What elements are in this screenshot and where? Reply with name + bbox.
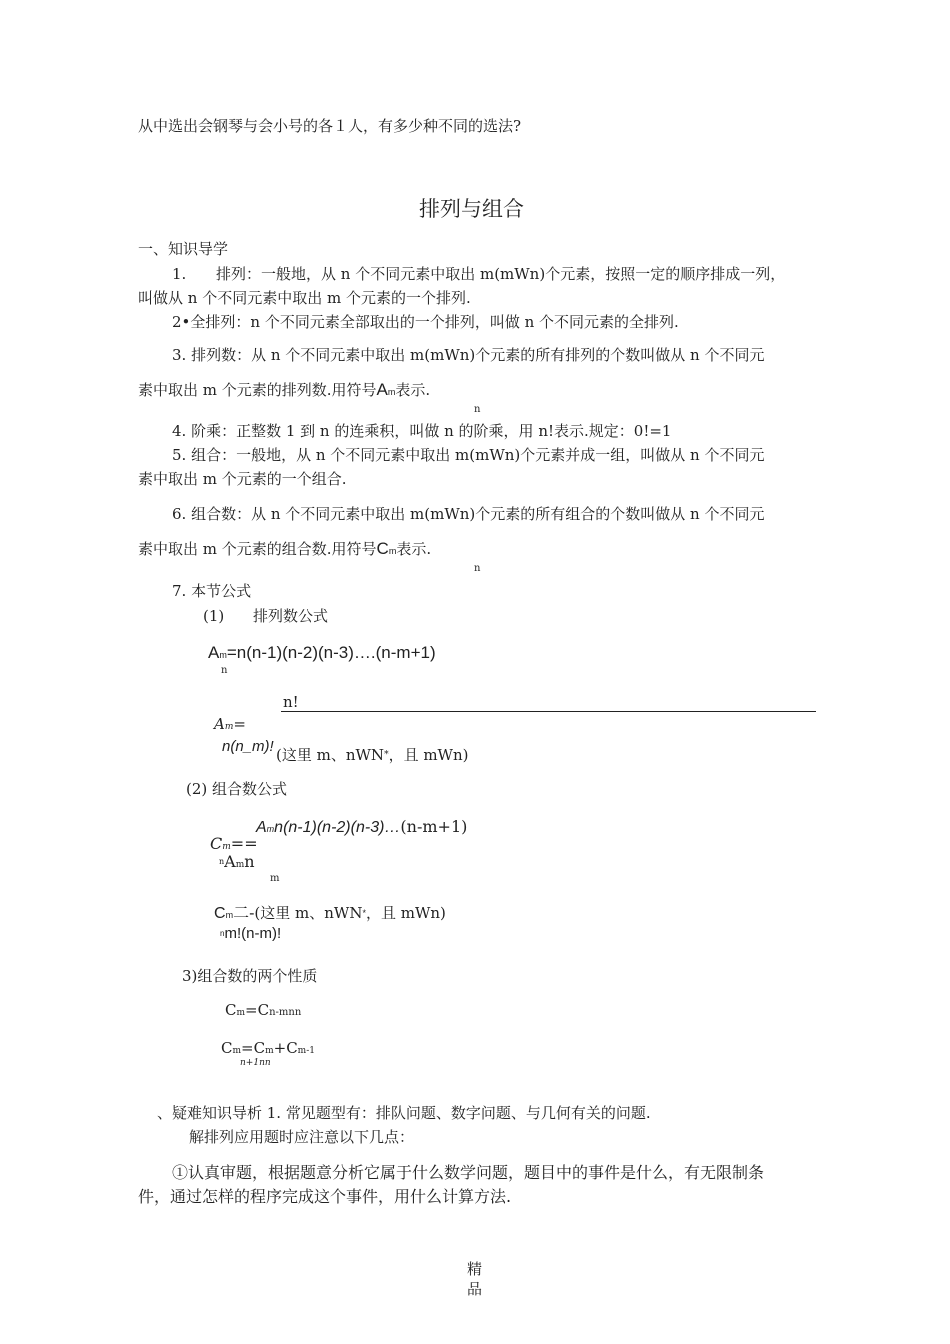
property-1 bbox=[225, 1001, 301, 1022]
footer-mark-2: 品 bbox=[467, 1280, 483, 1298]
item-3-text-b: 表示. bbox=[395, 381, 431, 399]
combination-formula-factorial bbox=[214, 904, 446, 924]
fraction-bar bbox=[281, 711, 816, 712]
cd-a: A bbox=[224, 852, 236, 871]
formula-1-title: 排列数公式 bbox=[253, 607, 329, 625]
cd-sub: m bbox=[270, 873, 280, 884]
p2-sup: m bbox=[232, 1046, 242, 1056]
cx-den: m!(n-m)! bbox=[224, 925, 282, 942]
item-3-line-2 bbox=[138, 381, 430, 401]
item-6-text-a: 素中取出 m 个元素的组合数.用符号 bbox=[138, 540, 377, 558]
permutation-fraction-denominator: n(n_m)! bbox=[222, 738, 274, 755]
cd-n: n bbox=[219, 857, 225, 866]
item-2: 2•全排列：n 个不同元素全部取出的一个排列，叫做 n 个不同元素的全排列. bbox=[172, 313, 679, 331]
pf-sub: n bbox=[221, 665, 228, 676]
point-1-line-2: 件，通过怎样的程序完成这个事件，用什么计算方法. bbox=[138, 1187, 512, 1206]
cf-tail: (n-m+1) bbox=[400, 817, 468, 836]
p2-a: =C bbox=[241, 1039, 266, 1057]
page-title: 排列与组合 bbox=[419, 197, 524, 221]
permutation-fraction-numerator: n! bbox=[283, 693, 299, 711]
cl-sup: m bbox=[222, 842, 231, 852]
combination-symbol: C bbox=[376, 539, 389, 558]
pf-sup: m bbox=[219, 650, 227, 660]
p1-sup: m bbox=[236, 1008, 246, 1018]
cl-c: C bbox=[210, 834, 223, 853]
cx-star: * bbox=[362, 908, 366, 918]
section-2-subline: 解排列应用题时应注意以下几点： bbox=[189, 1128, 415, 1146]
property-2 bbox=[221, 1039, 315, 1060]
cd-nn: n bbox=[244, 852, 255, 871]
p2-sup2: m bbox=[265, 1046, 274, 1056]
pc-star: * bbox=[384, 750, 389, 760]
section-heading-2: 、疑难知识导析 1. 常见题型有：排队问题、数字问题、与几何有关的问题. bbox=[157, 1104, 651, 1122]
formula-1-label: (1) bbox=[203, 607, 225, 625]
cf-sup: m bbox=[266, 824, 275, 834]
permutation-symbol-sub: n bbox=[474, 404, 481, 415]
cf-expr: n(n-1)(n-2)(n-3)… bbox=[274, 819, 401, 836]
cx-c: C bbox=[214, 905, 226, 922]
pf-rest: =n(n-1)(n-2)(n-3)….(n-m+1) bbox=[226, 643, 436, 662]
p1-tail: n-mnn bbox=[269, 1007, 302, 1018]
cx-end: ，且 mWn) bbox=[365, 904, 446, 922]
permutation-condition bbox=[276, 746, 469, 764]
permutation-fraction-lhs bbox=[214, 715, 246, 736]
formula-3-title: 3)组合数的两个性质 bbox=[182, 967, 318, 985]
cx-sub: n bbox=[220, 929, 225, 938]
cd-sup: m bbox=[235, 860, 245, 870]
item-6-line-2 bbox=[138, 540, 431, 560]
formula-2-title: (2) 组合数公式 bbox=[186, 780, 288, 798]
cx-cond: (这里 m、nWN bbox=[254, 904, 363, 922]
combination-symbol-sub: n bbox=[474, 563, 481, 574]
section-heading-1: 一、知识导学 bbox=[138, 240, 229, 258]
pl-eq: = bbox=[233, 715, 246, 733]
permutation-symbol-sup: m bbox=[387, 387, 396, 397]
combination-formula-top bbox=[256, 818, 467, 838]
cx-mid: 二- bbox=[233, 905, 255, 922]
item-6-text-b: 表示. bbox=[396, 540, 432, 558]
combination-factorial-denominator bbox=[220, 925, 281, 943]
cl-eqs: == bbox=[230, 834, 258, 853]
cf-a: A bbox=[256, 819, 267, 836]
cx-sup: m bbox=[225, 910, 234, 920]
item-1-number: 1. bbox=[172, 265, 187, 283]
item-5-line-1: 5. 组合：一般地，从 n 个不同元素中取出 m(mWn)个元素并成一组，叫做从 n 个不同元 bbox=[172, 446, 765, 464]
pc-a: (这里 m、nWN bbox=[276, 746, 385, 764]
pf-a: A bbox=[208, 643, 220, 662]
property-2-sub: n+1nn bbox=[240, 1058, 271, 1068]
item-6-line-1: 6. 组合数：从 n 个不同元素中取出 m(mWn)个元素的所有组合的个数叫做从 n 个不同元 bbox=[172, 505, 765, 523]
p2-b: +C bbox=[273, 1039, 298, 1057]
p2-c: C bbox=[221, 1039, 233, 1057]
item-3-line-1: 3. 排列数：从 n 个不同元素中取出 m(mWn)个元素的所有排列的个数叫做从 n 个不同元 bbox=[172, 346, 765, 364]
item-1-line-2: 叫做从 n 个不同元素中取出 m 个元素的一个排列. bbox=[138, 289, 471, 307]
footer-mark-1: 精 bbox=[467, 1260, 483, 1278]
p1-c: C bbox=[225, 1001, 237, 1019]
point-1-line-1: ①认真审题，根据题意分析它属于什么数学问题，题目中的事件是什么，有无限制条 bbox=[172, 1163, 765, 1182]
combination-formula-denominator bbox=[219, 853, 255, 874]
combination-symbol-sup: m bbox=[388, 546, 397, 556]
item-7: 7. 本节公式 bbox=[172, 582, 252, 600]
item-1-line-1: 排列：一般地，从 n 个不同元素中取出 m(mWn)个元素，按照一定的顺序排成一列， bbox=[216, 265, 786, 283]
p2-sup3: m-1 bbox=[297, 1046, 315, 1056]
item-3-text-a: 素中取出 m 个元素的排列数.用符号 bbox=[138, 381, 377, 399]
pl-sup: m bbox=[224, 722, 234, 732]
pc-b: ，且 mWn) bbox=[388, 746, 469, 764]
intro-question: 从中选出会钢琴与会小号的各１人，有多少种不同的选法? bbox=[138, 117, 522, 135]
item-4: 4. 阶乘：正整数 1 到 n 的连乘积，叫做 n 的阶乘，用 n!表示.规定：0!=1 bbox=[172, 422, 672, 440]
permutation-symbol: A bbox=[376, 380, 388, 399]
permutation-formula-product bbox=[208, 643, 436, 665]
p1-eq: =C bbox=[245, 1001, 270, 1019]
pl-a: A bbox=[214, 715, 225, 733]
item-5-line-2: 素中取出 m 个元素的一个组合. bbox=[138, 470, 347, 488]
